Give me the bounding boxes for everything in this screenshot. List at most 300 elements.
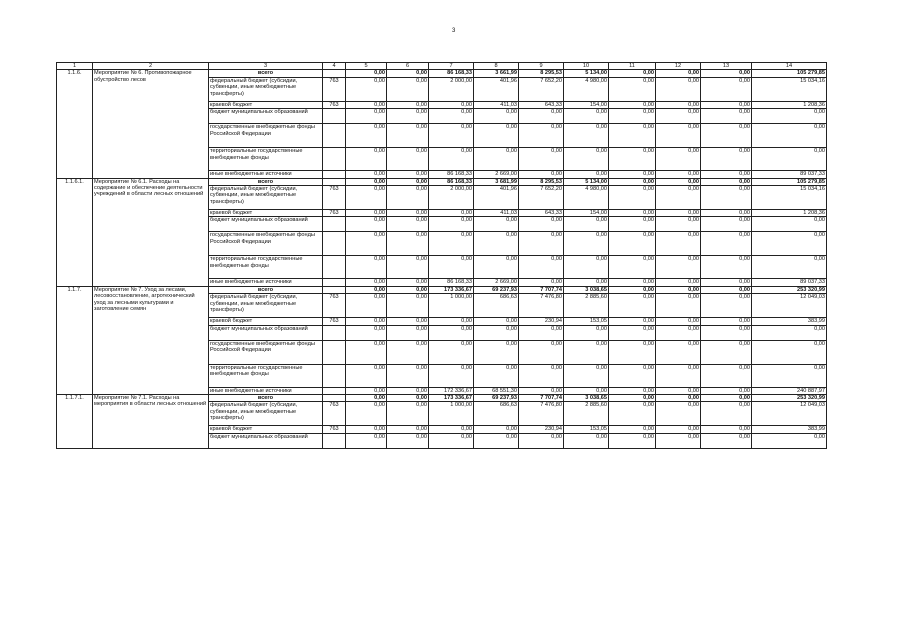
budget-code bbox=[323, 364, 346, 387]
amount-cell: 2 000,00 bbox=[429, 186, 474, 210]
funding-source: бюджет муниципальных образований bbox=[209, 325, 323, 340]
funding-source: государственные внебюджетные фонды Российской Федерации bbox=[209, 124, 323, 148]
amount-cell: 0,00 bbox=[429, 318, 474, 325]
header-cell: 2 bbox=[93, 63, 209, 70]
amount-cell: 172 336,67 bbox=[429, 387, 474, 394]
amount-cell: 0,00 bbox=[752, 148, 827, 171]
amount-cell: 0,00 bbox=[387, 395, 429, 402]
amount-cell: 0,00 bbox=[474, 325, 519, 340]
item-name: Мероприятие № 7. Уход за лесами, лесовосстановление, агротехнический уход за лесными культурами и заготовление семян bbox=[93, 286, 209, 394]
amount-cell: 0,00 bbox=[346, 387, 387, 394]
amount-cell: 0,00 bbox=[387, 178, 429, 185]
amount-cell: 0,00 bbox=[609, 109, 656, 124]
amount-cell: 0,00 bbox=[429, 426, 474, 433]
amount-cell: 0,00 bbox=[474, 217, 519, 232]
budget-code bbox=[323, 232, 346, 256]
header-cell: 3 bbox=[209, 63, 323, 70]
budget-code bbox=[323, 279, 346, 286]
header-cell: 13 bbox=[701, 63, 752, 70]
funding-source: иные внебюджетные источники bbox=[209, 387, 323, 394]
amount-cell: 12 049,03 bbox=[752, 294, 827, 318]
funding-source: иные внебюджетные источники bbox=[209, 171, 323, 178]
amount-cell: 0,00 bbox=[519, 387, 564, 394]
amount-cell: 0,00 bbox=[519, 232, 564, 256]
amount-cell: 0,00 bbox=[609, 171, 656, 178]
amount-cell: 2 669,00 bbox=[474, 279, 519, 286]
amount-cell: 0,00 bbox=[564, 387, 609, 394]
budget-code bbox=[323, 387, 346, 394]
amount-cell: 0,00 bbox=[701, 325, 752, 340]
header-cell: 4 bbox=[323, 63, 346, 70]
item-name: Мероприятие № 6.1. Расходы на содержание и обеспечение деятельности учреждений в области лесных отношений bbox=[93, 178, 209, 286]
amount-cell: 4 980,00 bbox=[564, 77, 609, 101]
table-row bbox=[57, 395, 827, 402]
amount-cell: 0,00 bbox=[656, 232, 701, 256]
header-cell: 12 bbox=[656, 63, 701, 70]
amount-cell: 0,00 bbox=[609, 340, 656, 364]
amount-cell: 0,00 bbox=[346, 171, 387, 178]
amount-cell: 105 279,85 bbox=[752, 70, 827, 77]
amount-cell: 0,00 bbox=[429, 364, 474, 387]
amount-cell: 0,00 bbox=[429, 325, 474, 340]
budget-table bbox=[56, 62, 827, 449]
amount-cell: 0,00 bbox=[701, 364, 752, 387]
amount-cell: 7 707,74 bbox=[519, 395, 564, 402]
amount-cell: 0,00 bbox=[656, 387, 701, 394]
amount-cell: 3 038,65 bbox=[564, 286, 609, 293]
amount-cell: 0,00 bbox=[701, 178, 752, 185]
amount-cell: 1 000,00 bbox=[429, 294, 474, 318]
page-number: 3 bbox=[452, 28, 456, 34]
amount-cell: 0,00 bbox=[387, 364, 429, 387]
amount-cell: 230,94 bbox=[519, 318, 564, 325]
amount-cell: 0,00 bbox=[752, 433, 827, 448]
amount-cell: 0,00 bbox=[387, 433, 429, 448]
amount-cell: 0,00 bbox=[346, 148, 387, 171]
amount-cell: 0,00 bbox=[701, 318, 752, 325]
amount-cell: 0,00 bbox=[429, 124, 474, 148]
amount-cell: 0,00 bbox=[346, 124, 387, 148]
amount-cell: 0,00 bbox=[656, 364, 701, 387]
amount-cell: 173 336,67 bbox=[429, 286, 474, 293]
amount-cell: 0,00 bbox=[656, 426, 701, 433]
amount-cell: 0,00 bbox=[474, 318, 519, 325]
amount-cell: 1 208,36 bbox=[752, 210, 827, 217]
amount-cell: 0,00 bbox=[701, 426, 752, 433]
amount-cell: 7 652,20 bbox=[519, 77, 564, 101]
amount-cell: 0,00 bbox=[346, 232, 387, 256]
amount-cell: 0,00 bbox=[609, 217, 656, 232]
amount-cell: 68 551,30 bbox=[474, 387, 519, 394]
amount-cell: 2 885,60 bbox=[564, 402, 609, 426]
header-cell: 8 bbox=[474, 63, 519, 70]
budget-code: 763 bbox=[323, 426, 346, 433]
amount-cell: 0,00 bbox=[346, 433, 387, 448]
amount-cell: 86 168,33 bbox=[429, 178, 474, 185]
funding-source: краевой бюджет bbox=[209, 101, 323, 108]
amount-cell: 0,00 bbox=[346, 325, 387, 340]
amount-cell: 3 661,99 bbox=[474, 70, 519, 77]
amount-cell: 0,00 bbox=[609, 256, 656, 279]
funding-source: всего bbox=[209, 395, 323, 402]
amount-cell: 0,00 bbox=[346, 109, 387, 124]
amount-cell: 86 168,33 bbox=[429, 279, 474, 286]
amount-cell: 69 237,93 bbox=[474, 395, 519, 402]
amount-cell: 0,00 bbox=[609, 318, 656, 325]
amount-cell: 0,00 bbox=[656, 279, 701, 286]
amount-cell: 0,00 bbox=[429, 148, 474, 171]
table-row bbox=[57, 178, 827, 185]
amount-cell: 7 707,74 bbox=[519, 286, 564, 293]
amount-cell: 0,00 bbox=[346, 340, 387, 364]
funding-source: краевой бюджет bbox=[209, 210, 323, 217]
amount-cell: 0,00 bbox=[752, 124, 827, 148]
amount-cell: 0,00 bbox=[387, 70, 429, 77]
amount-cell: 0,00 bbox=[564, 325, 609, 340]
amount-cell: 0,00 bbox=[387, 171, 429, 178]
amount-cell: 0,00 bbox=[609, 148, 656, 171]
amount-cell: 69 237,93 bbox=[474, 286, 519, 293]
amount-cell: 0,00 bbox=[429, 109, 474, 124]
budget-code bbox=[323, 433, 346, 448]
amount-cell: 0,00 bbox=[701, 77, 752, 101]
amount-cell: 89 037,33 bbox=[752, 171, 827, 178]
amount-cell: 0,00 bbox=[474, 124, 519, 148]
amount-cell: 0,00 bbox=[519, 340, 564, 364]
amount-cell: 0,00 bbox=[609, 124, 656, 148]
budget-code: 763 bbox=[323, 186, 346, 210]
amount-cell: 401,96 bbox=[474, 77, 519, 101]
amount-cell: 0,00 bbox=[609, 395, 656, 402]
amount-cell: 3 681,99 bbox=[474, 178, 519, 185]
amount-cell: 0,00 bbox=[609, 101, 656, 108]
item-code: 1.1.6. bbox=[57, 70, 93, 178]
budget-code: 763 bbox=[323, 101, 346, 108]
header-row bbox=[57, 63, 827, 70]
amount-cell: 0,00 bbox=[519, 171, 564, 178]
amount-cell: 0,00 bbox=[387, 340, 429, 364]
budget-code bbox=[323, 340, 346, 364]
amount-cell: 5 134,00 bbox=[564, 178, 609, 185]
amount-cell: 383,99 bbox=[752, 318, 827, 325]
amount-cell: 5 134,00 bbox=[564, 70, 609, 77]
amount-cell: 0,00 bbox=[346, 426, 387, 433]
amount-cell: 0,00 bbox=[519, 256, 564, 279]
amount-cell: 0,00 bbox=[564, 340, 609, 364]
amount-cell: 383,99 bbox=[752, 426, 827, 433]
budget-code bbox=[323, 286, 346, 293]
amount-cell: 0,00 bbox=[519, 109, 564, 124]
amount-cell: 0,00 bbox=[752, 364, 827, 387]
budget-code bbox=[323, 148, 346, 171]
amount-cell: 0,00 bbox=[564, 256, 609, 279]
amount-cell: 0,00 bbox=[656, 148, 701, 171]
amount-cell: 0,00 bbox=[429, 210, 474, 217]
amount-cell: 86 168,33 bbox=[429, 70, 474, 77]
funding-source: бюджет муниципальных образований bbox=[209, 217, 323, 232]
amount-cell: 0,00 bbox=[519, 217, 564, 232]
amount-cell: 0,00 bbox=[656, 70, 701, 77]
amount-cell: 0,00 bbox=[609, 426, 656, 433]
amount-cell: 0,00 bbox=[519, 124, 564, 148]
header-cell: 10 bbox=[564, 63, 609, 70]
amount-cell: 0,00 bbox=[387, 232, 429, 256]
amount-cell: 0,00 bbox=[387, 279, 429, 286]
amount-cell: 0,00 bbox=[564, 124, 609, 148]
amount-cell: 0,00 bbox=[519, 279, 564, 286]
amount-cell: 105 279,85 bbox=[752, 178, 827, 185]
amount-cell: 686,63 bbox=[474, 402, 519, 426]
amount-cell: 86 168,33 bbox=[429, 171, 474, 178]
amount-cell: 12 049,03 bbox=[752, 402, 827, 426]
amount-cell: 0,00 bbox=[701, 433, 752, 448]
budget-code: 763 bbox=[323, 318, 346, 325]
amount-cell: 15 034,16 bbox=[752, 186, 827, 210]
amount-cell: 0,00 bbox=[701, 402, 752, 426]
budget-code bbox=[323, 124, 346, 148]
amount-cell: 0,00 bbox=[609, 294, 656, 318]
funding-source: всего bbox=[209, 286, 323, 293]
amount-cell: 0,00 bbox=[609, 178, 656, 185]
amount-cell: 0,00 bbox=[346, 286, 387, 293]
amount-cell: 0,00 bbox=[564, 232, 609, 256]
amount-cell: 0,00 bbox=[609, 210, 656, 217]
budget-code bbox=[323, 217, 346, 232]
item-code: 1.1.7.1. bbox=[57, 395, 93, 449]
amount-cell: 0,00 bbox=[474, 109, 519, 124]
amount-cell: 0,00 bbox=[564, 364, 609, 387]
amount-cell: 0,00 bbox=[564, 433, 609, 448]
amount-cell: 0,00 bbox=[387, 387, 429, 394]
amount-cell: 0,00 bbox=[564, 148, 609, 171]
amount-cell: 173 336,67 bbox=[429, 395, 474, 402]
amount-cell: 0,00 bbox=[609, 77, 656, 101]
header-cell: 6 bbox=[387, 63, 429, 70]
amount-cell: 0,00 bbox=[387, 101, 429, 108]
amount-cell: 0,00 bbox=[701, 109, 752, 124]
amount-cell: 0,00 bbox=[429, 232, 474, 256]
amount-cell: 0,00 bbox=[701, 387, 752, 394]
amount-cell: 4 980,00 bbox=[564, 186, 609, 210]
amount-cell: 0,00 bbox=[346, 70, 387, 77]
amount-cell: 0,00 bbox=[346, 217, 387, 232]
amount-cell: 0,00 bbox=[387, 124, 429, 148]
amount-cell: 0,00 bbox=[752, 340, 827, 364]
amount-cell: 0,00 bbox=[474, 148, 519, 171]
item-name: Мероприятие № 6. Противопожарное обустройство лесов bbox=[93, 70, 209, 178]
amount-cell: 253 320,99 bbox=[752, 395, 827, 402]
amount-cell: 0,00 bbox=[656, 395, 701, 402]
amount-cell: 0,00 bbox=[474, 340, 519, 364]
funding-source: краевой бюджет bbox=[209, 318, 323, 325]
amount-cell: 0,00 bbox=[474, 232, 519, 256]
budget-code bbox=[323, 256, 346, 279]
amount-cell: 0,00 bbox=[519, 364, 564, 387]
budget-code: 763 bbox=[323, 294, 346, 318]
amount-cell: 0,00 bbox=[519, 433, 564, 448]
amount-cell: 0,00 bbox=[519, 325, 564, 340]
amount-cell: 0,00 bbox=[429, 217, 474, 232]
item-name: Мероприятие № 7.1. Расходы на мероприятия в области лесных отношений bbox=[93, 395, 209, 449]
funding-source: государственные внебюджетные фонды Российской Федерации bbox=[209, 232, 323, 256]
amount-cell: 0,00 bbox=[701, 286, 752, 293]
amount-cell: 0,00 bbox=[701, 101, 752, 108]
amount-cell: 230,94 bbox=[519, 426, 564, 433]
amount-cell: 0,00 bbox=[387, 186, 429, 210]
amount-cell: 0,00 bbox=[387, 109, 429, 124]
amount-cell: 0,00 bbox=[474, 364, 519, 387]
amount-cell: 0,00 bbox=[701, 171, 752, 178]
amount-cell: 0,00 bbox=[429, 101, 474, 108]
amount-cell: 253 320,99 bbox=[752, 286, 827, 293]
amount-cell: 0,00 bbox=[387, 256, 429, 279]
funding-source: всего bbox=[209, 178, 323, 185]
amount-cell: 643,33 bbox=[519, 101, 564, 108]
amount-cell: 0,00 bbox=[429, 256, 474, 279]
amount-cell: 411,03 bbox=[474, 101, 519, 108]
funding-source: федеральный бюджет (субсидии, субвенции, иные межбюджетные трансферты) bbox=[209, 77, 323, 101]
amount-cell: 0,00 bbox=[387, 77, 429, 101]
amount-cell: 153,05 bbox=[564, 318, 609, 325]
amount-cell: 0,00 bbox=[701, 70, 752, 77]
amount-cell: 0,00 bbox=[701, 294, 752, 318]
amount-cell: 7 476,80 bbox=[519, 402, 564, 426]
budget-code bbox=[323, 395, 346, 402]
amount-cell: 15 034,16 bbox=[752, 77, 827, 101]
amount-cell: 0,00 bbox=[564, 217, 609, 232]
amount-cell: 0,00 bbox=[656, 433, 701, 448]
amount-cell: 0,00 bbox=[701, 256, 752, 279]
budget-code: 763 bbox=[323, 210, 346, 217]
amount-cell: 401,96 bbox=[474, 186, 519, 210]
amount-cell: 0,00 bbox=[656, 294, 701, 318]
budget-code bbox=[323, 171, 346, 178]
amount-cell: 0,00 bbox=[346, 402, 387, 426]
header-cell: 1 bbox=[57, 63, 93, 70]
amount-cell: 89 037,33 bbox=[752, 279, 827, 286]
amount-cell: 0,00 bbox=[387, 217, 429, 232]
budget-code: 763 bbox=[323, 77, 346, 101]
amount-cell: 0,00 bbox=[656, 217, 701, 232]
amount-cell: 0,00 bbox=[701, 217, 752, 232]
amount-cell: 0,00 bbox=[752, 109, 827, 124]
amount-cell: 2 669,00 bbox=[474, 171, 519, 178]
table-row bbox=[57, 286, 827, 293]
funding-source: федеральный бюджет (субсидии, субвенции, иные межбюджетные трансферты) bbox=[209, 294, 323, 318]
amount-cell: 0,00 bbox=[752, 256, 827, 279]
amount-cell: 2 000,00 bbox=[429, 77, 474, 101]
budget-code bbox=[323, 325, 346, 340]
amount-cell: 0,00 bbox=[656, 109, 701, 124]
amount-cell: 0,00 bbox=[387, 148, 429, 171]
funding-source: иные внебюджетные источники bbox=[209, 279, 323, 286]
amount-cell: 0,00 bbox=[752, 217, 827, 232]
amount-cell: 240 887,97 bbox=[752, 387, 827, 394]
amount-cell: 2 885,60 bbox=[564, 294, 609, 318]
amount-cell: 0,00 bbox=[346, 279, 387, 286]
item-code: 1.1.7. bbox=[57, 286, 93, 394]
funding-source: бюджет муниципальных образований bbox=[209, 433, 323, 448]
amount-cell: 0,00 bbox=[701, 395, 752, 402]
amount-cell: 0,00 bbox=[346, 294, 387, 318]
funding-source: территориальные государственные внебюджетные фонды bbox=[209, 148, 323, 171]
amount-cell: 0,00 bbox=[346, 210, 387, 217]
amount-cell: 643,33 bbox=[519, 210, 564, 217]
amount-cell: 0,00 bbox=[346, 77, 387, 101]
funding-source: территориальные государственные внебюджетные фонды bbox=[209, 256, 323, 279]
funding-source: территориальные государственные внебюджетные фонды bbox=[209, 364, 323, 387]
funding-source: государственные внебюджетные фонды Российской Федерации bbox=[209, 340, 323, 364]
amount-cell: 0,00 bbox=[474, 426, 519, 433]
amount-cell: 0,00 bbox=[701, 148, 752, 171]
amount-cell: 0,00 bbox=[346, 256, 387, 279]
amount-cell: 0,00 bbox=[609, 402, 656, 426]
amount-cell: 0,00 bbox=[701, 210, 752, 217]
amount-cell: 0,00 bbox=[564, 279, 609, 286]
amount-cell: 3 038,65 bbox=[564, 395, 609, 402]
amount-cell: 0,00 bbox=[609, 186, 656, 210]
budget-code: 763 bbox=[323, 402, 346, 426]
amount-cell: 7 652,20 bbox=[519, 186, 564, 210]
amount-cell: 0,00 bbox=[387, 325, 429, 340]
amount-cell: 0,00 bbox=[346, 318, 387, 325]
amount-cell: 0,00 bbox=[609, 364, 656, 387]
amount-cell: 0,00 bbox=[656, 77, 701, 101]
header-cell: 5 bbox=[346, 63, 387, 70]
amount-cell: 0,00 bbox=[564, 109, 609, 124]
amount-cell: 0,00 bbox=[656, 101, 701, 108]
amount-cell: 0,00 bbox=[387, 402, 429, 426]
amount-cell: 0,00 bbox=[752, 232, 827, 256]
funding-source: всего bbox=[209, 70, 323, 77]
amount-cell: 0,00 bbox=[701, 232, 752, 256]
amount-cell: 0,00 bbox=[701, 340, 752, 364]
amount-cell: 0,00 bbox=[609, 286, 656, 293]
amount-cell: 0,00 bbox=[346, 101, 387, 108]
amount-cell: 0,00 bbox=[609, 433, 656, 448]
amount-cell: 0,00 bbox=[429, 433, 474, 448]
amount-cell: 0,00 bbox=[656, 286, 701, 293]
amount-cell: 0,00 bbox=[346, 364, 387, 387]
amount-cell: 0,00 bbox=[609, 232, 656, 256]
header-cell: 9 bbox=[519, 63, 564, 70]
amount-cell: 0,00 bbox=[656, 325, 701, 340]
amount-cell: 0,00 bbox=[387, 294, 429, 318]
amount-cell: 153,05 bbox=[564, 426, 609, 433]
amount-cell: 0,00 bbox=[429, 340, 474, 364]
amount-cell: 0,00 bbox=[656, 318, 701, 325]
amount-cell: 0,00 bbox=[656, 186, 701, 210]
amount-cell: 1 000,00 bbox=[429, 402, 474, 426]
funding-source: краевой бюджет bbox=[209, 426, 323, 433]
amount-cell: 0,00 bbox=[609, 279, 656, 286]
amount-cell: 0,00 bbox=[656, 171, 701, 178]
amount-cell: 0,00 bbox=[656, 178, 701, 185]
amount-cell: 686,63 bbox=[474, 294, 519, 318]
amount-cell: 0,00 bbox=[609, 70, 656, 77]
amount-cell: 0,00 bbox=[387, 286, 429, 293]
budget-code bbox=[323, 70, 346, 77]
amount-cell: 0,00 bbox=[474, 433, 519, 448]
budget-code bbox=[323, 178, 346, 185]
amount-cell: 0,00 bbox=[346, 395, 387, 402]
amount-cell: 0,00 bbox=[701, 279, 752, 286]
amount-cell: 0,00 bbox=[701, 124, 752, 148]
budget-code bbox=[323, 109, 346, 124]
amount-cell: 0,00 bbox=[387, 210, 429, 217]
header-cell: 11 bbox=[609, 63, 656, 70]
amount-cell: 0,00 bbox=[346, 178, 387, 185]
